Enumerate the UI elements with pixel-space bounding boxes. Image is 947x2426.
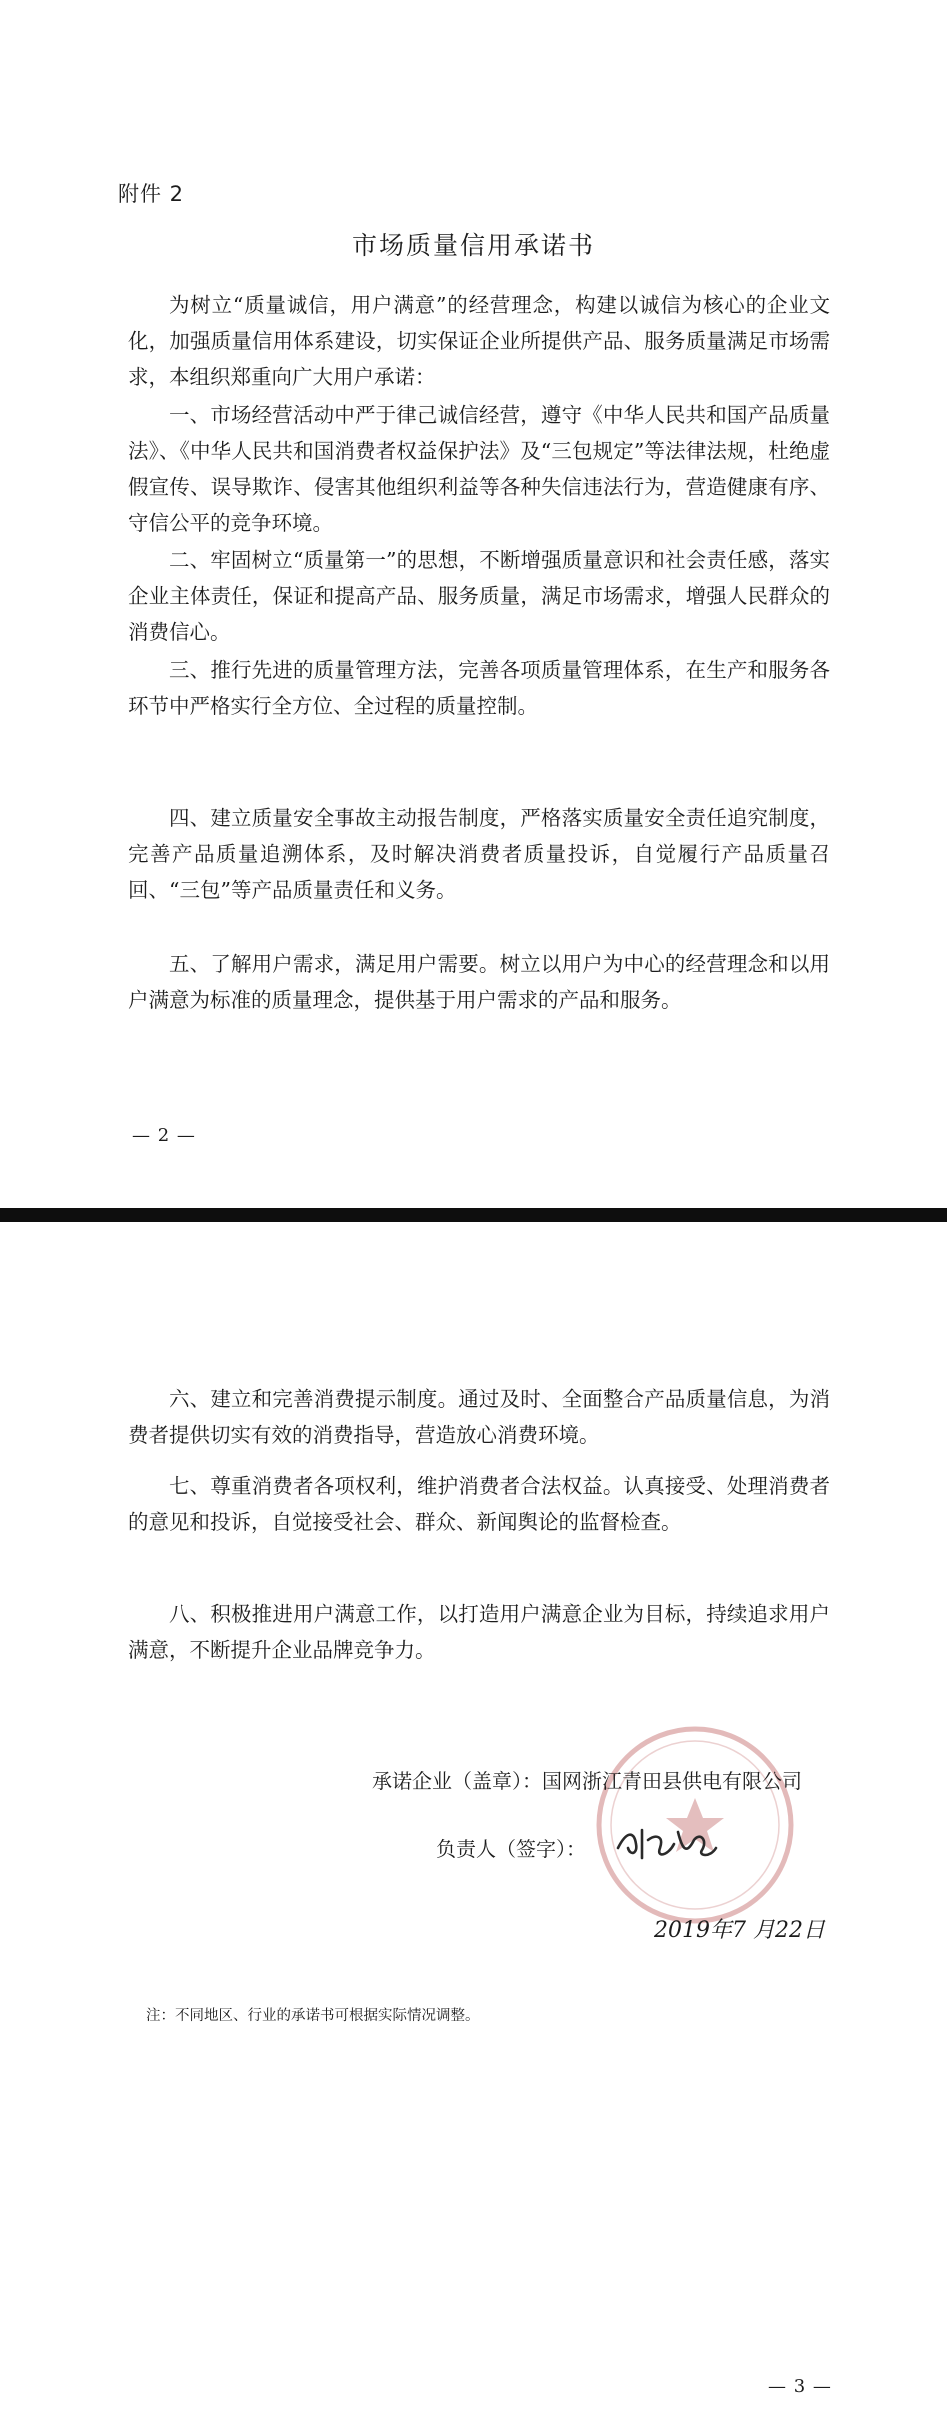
- page-number-3: — 3 —: [768, 2376, 832, 2397]
- document-page-3: [0, 1222, 947, 2426]
- page-number: — 2 —: [132, 1125, 196, 1146]
- commitment-item-4: 四、建立质量安全事故主动报告制度，严格落实质量安全责任追究制度，完善产品质量追溯体系，及时解决消费者质量投诉，自觉履行产品质量召回、“三包”等产品质量责任和义务。: [128, 806, 830, 902]
- commitment-item-7: 七、尊重消费者各项权利，维护消费者合法权益。认真接受、处理消费者的意见和投诉，自觉接受社会、群众、新闻舆论的监督检查。: [128, 1474, 830, 1534]
- company-signature-line: 承诺企业（盖章）：国网浙江青田县供电有限公司: [372, 1769, 802, 1793]
- signing-date: 2019年7 月22日: [654, 1918, 825, 1943]
- commitment-item-2: 二、牢固树立“质量第一”的思想，不断增强质量意识和社会责任感，落实企业主体责任，保证和提高产品、服务质量，满足市场需求，增强人民群众的消费信心。: [128, 548, 830, 644]
- intro-paragraph: 为树立“质量诚信，用户满意”的经营理念，构建以诚信为核心的企业文化，加强质量信用体系建设，切实保证企业所提供产品、服务质量满足市场需求，本组织郑重向广大用户承诺：: [128, 293, 830, 389]
- commitment-item-3: 三、推行先进的质量管理方法，完善各项质量管理体系，在生产和服务各环节中严格实行全方位、全过程的质量控制。: [128, 658, 830, 718]
- commitment-item-1: 一、市场经营活动中严于律己诚信经营，遵守《中华人民共和国产品质量法》、《中华人民共和国消费者权益保护法》及“三包规定”等法律法规，杜绝虚假宣传、误导欺诈、侵害其他组织利益等各种失信违法行为，营造健康有序、守信公平的竞争环境。: [128, 403, 830, 535]
- page-separator: [0, 1208, 947, 1222]
- document-title: 市场质量信用承诺书: [351, 231, 595, 260]
- commitment-item-8: 八、积极推进用户满意工作，以打造用户满意企业为目标，持续追求用户满意，不断提升企业品牌竞争力。: [128, 1602, 830, 1662]
- attachment-label: 附件 2: [118, 182, 185, 206]
- handwritten-signature: [612, 1818, 722, 1868]
- responsible-person-line: 负责人（签字）：: [436, 1837, 586, 1861]
- document-page-2: [0, 0, 947, 1208]
- commitment-item-6: 六、建立和完善消费提示制度。通过及时、全面整合产品质量信息，为消费者提供切实有效的消费指导，营造放心消费环境。: [128, 1387, 830, 1447]
- commitment-item-5: 五、了解用户需求，满足用户需要。树立以用户为中心的经营理念和以用户满意为标准的质量理念，提供基于用户需求的产品和服务。: [128, 952, 830, 1012]
- footnote: 注：不同地区、行业的承诺书可根据实际情况调整。: [146, 2008, 480, 2024]
